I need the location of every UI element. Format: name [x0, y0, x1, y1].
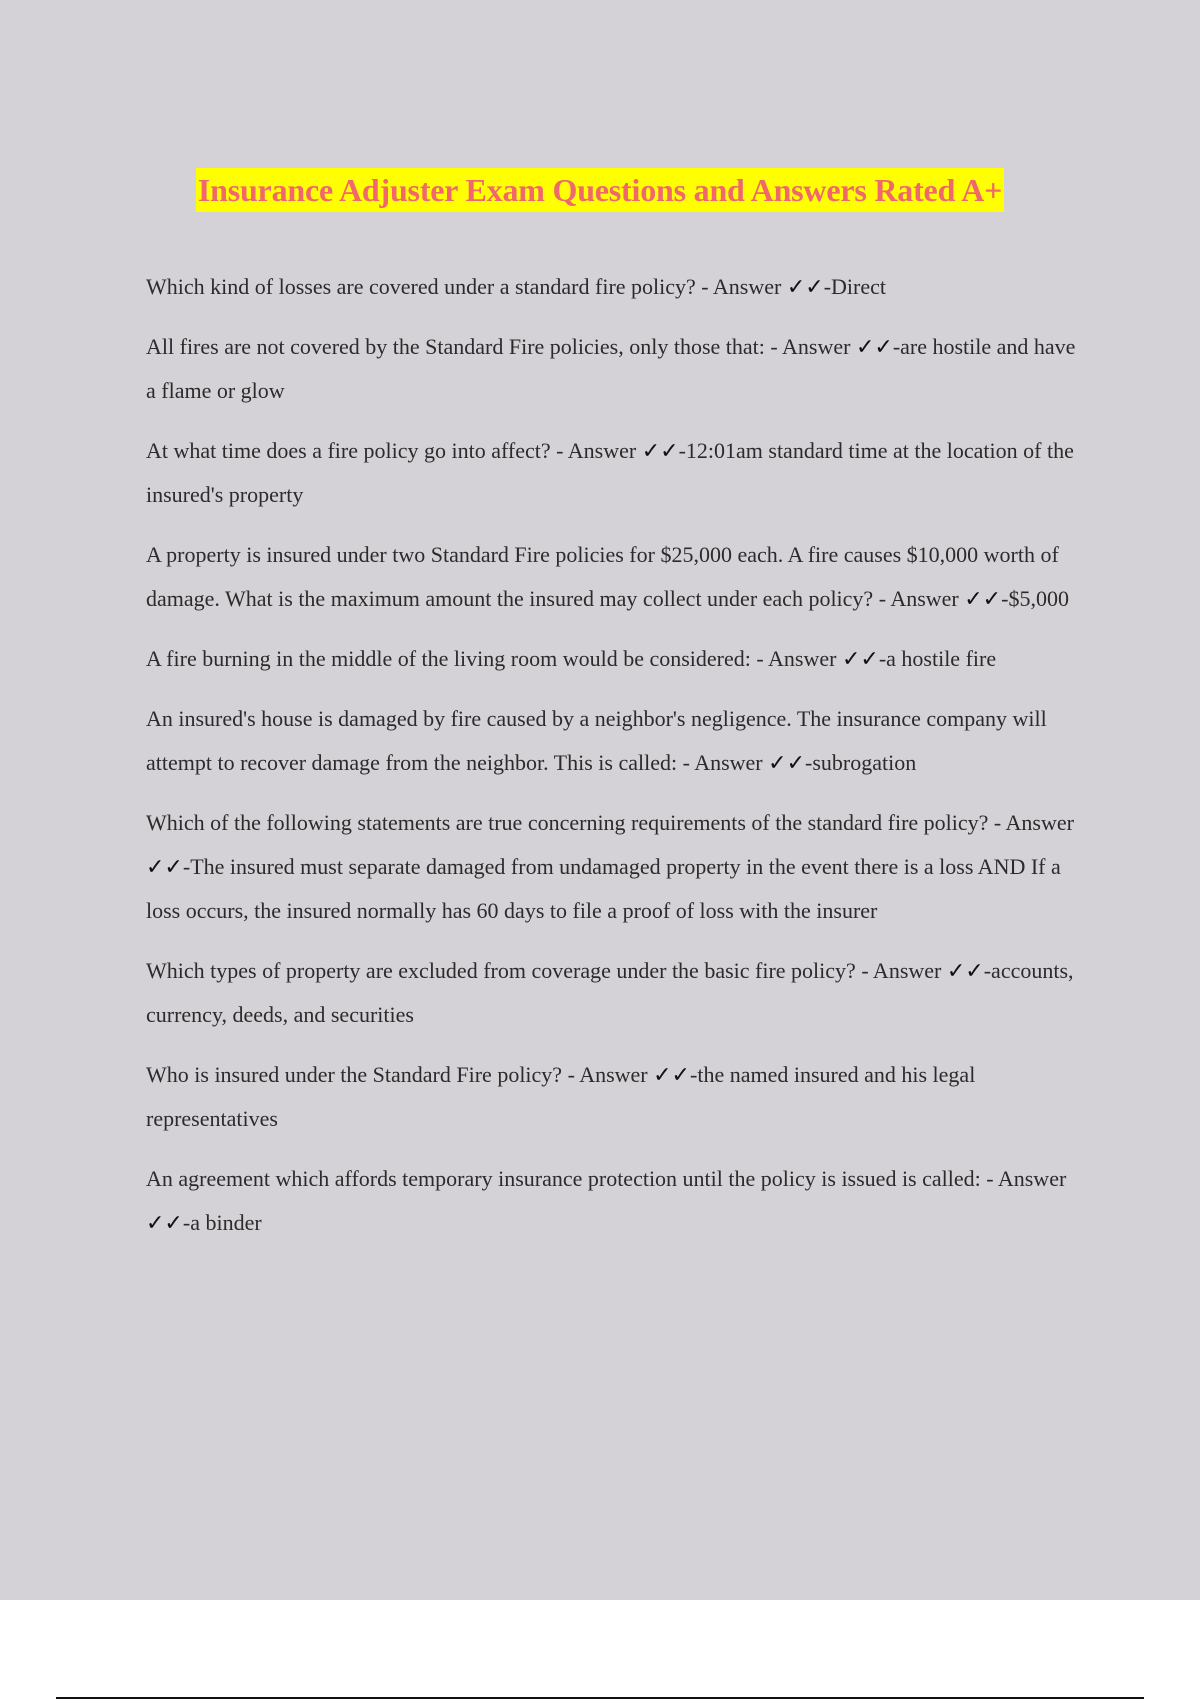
qa-item: [146, 265, 1090, 309]
checkmark-icon: ✓✓: [964, 586, 1002, 611]
answer-text: -a binder: [182, 1210, 262, 1235]
answer-text: -$5,000: [1001, 586, 1069, 611]
answer-text: -the named insured and his legal representatives: [146, 1062, 976, 1131]
answer-text: -a hostile fire: [878, 646, 997, 671]
question-text: Which kind of losses are covered under a standard fire policy?: [146, 274, 696, 299]
question-text: An agreement which affords temporary insurance protection until the policy is issued is called:: [146, 1166, 981, 1191]
answer-text: -subrogation: [805, 750, 917, 775]
answer-separator: - Answer: [873, 586, 965, 611]
qa-item: [146, 1053, 1090, 1141]
answer-text: -are hostile and have a flame or glow: [146, 334, 1076, 403]
answer-text: -accounts, currency, deeds, and securities: [146, 958, 1074, 1027]
qa-list: [146, 265, 1090, 1261]
qa-item: [146, 533, 1090, 621]
checkmark-icon: ✓✓: [786, 274, 824, 299]
question-text: Which types of property are excluded from coverage under the basic fire policy?: [146, 958, 856, 983]
answer-separator: - Answer: [562, 1062, 654, 1087]
checkmark-icon: ✓✓: [855, 334, 893, 359]
checkmark-icon: ✓✓: [841, 646, 879, 671]
qa-item: [146, 801, 1090, 933]
question-text: A property is insured under two Standard Fire policies for $25,000 each. A fire causes $10,000 worth of damage. What is the maximum amount the insured may collect under each policy?: [146, 542, 1059, 611]
question-text: A fire burning in the middle of the living room would be considered:: [146, 646, 751, 671]
checkmark-icon: ✓✓: [146, 1210, 183, 1235]
checkmark-icon: ✓✓: [146, 854, 183, 879]
checkmark-icon: ✓✓: [653, 1062, 690, 1087]
qa-item: [146, 637, 1090, 681]
question-text: Who is insured under the Standard Fire policy?: [146, 1062, 563, 1087]
answer-separator: - Answer: [695, 274, 787, 299]
qa-item: [146, 1157, 1090, 1245]
qa-item: [146, 697, 1090, 785]
question-text: At what time does a fire policy go into affect?: [146, 438, 551, 463]
document-title: Insurance Adjuster Exam Questions and Answers Rated A+: [196, 168, 1004, 212]
qa-item: [146, 325, 1090, 413]
title-container: [0, 168, 1200, 212]
answer-separator: - Answer: [980, 1166, 1067, 1191]
qa-item: [146, 949, 1090, 1037]
answer-text: -The insured must separate damaged from undamaged property in the event there is a loss AND If a loss occurs, the insured normally has 60 days to file a proof of loss with the insurer: [146, 854, 1061, 923]
question-text: All fires are not covered by the Standard Fire policies, only those that:: [146, 334, 765, 359]
answer-separator: - Answer: [550, 438, 642, 463]
footer-divider: [56, 1697, 1144, 1699]
checkmark-icon: ✓✓: [641, 438, 679, 463]
answer-text: -Direct: [823, 274, 887, 299]
question-text: An insured's house is damaged by fire caused by a neighbor's negligence. The insurance company will attempt to recover damage from the neighbor. This is called:: [146, 706, 1047, 775]
checkmark-icon: ✓✓: [946, 958, 984, 983]
checkmark-icon: ✓✓: [768, 750, 806, 775]
answer-separator: - Answer: [855, 958, 947, 983]
answer-separator: - Answer: [764, 334, 856, 359]
answer-separator: - Answer: [750, 646, 842, 671]
qa-item: [146, 429, 1090, 517]
answer-separator: - Answer: [677, 750, 769, 775]
answer-text: -12:01am standard time at the location of the insured's property: [146, 438, 1074, 507]
question-text: Which of the following statements are true concerning requirements of the standard fire policy?: [146, 810, 989, 835]
answer-separator: - Answer: [988, 810, 1074, 835]
